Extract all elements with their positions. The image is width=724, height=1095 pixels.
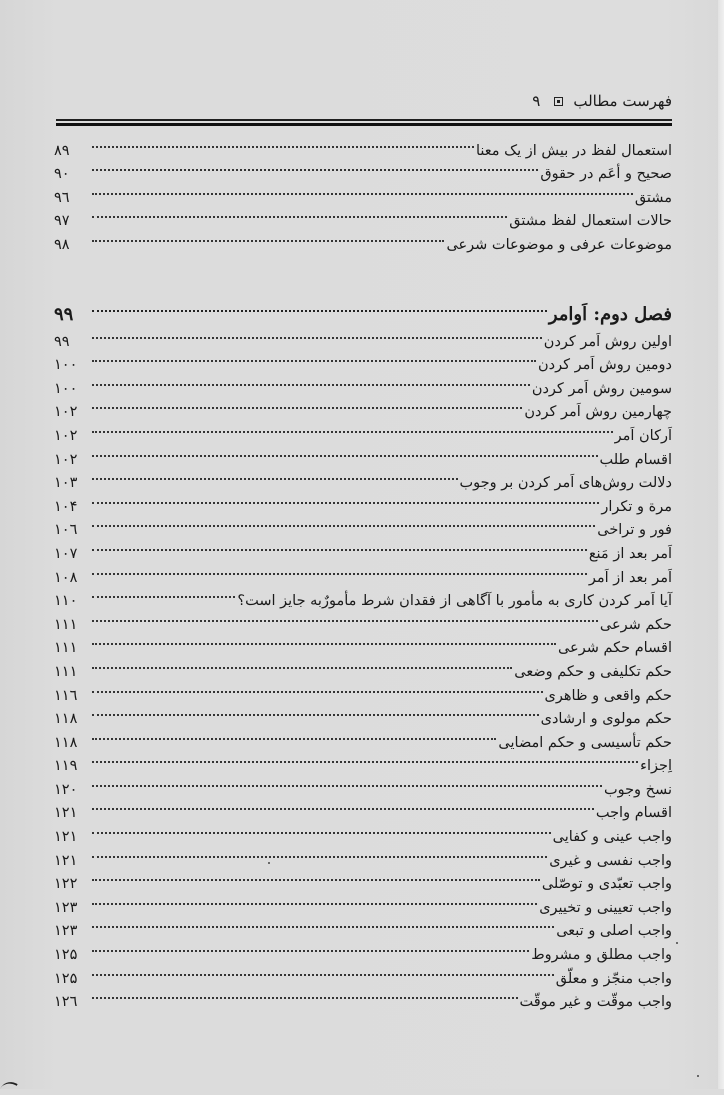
toc-entry-page: ۱۲۱ xyxy=(54,829,78,846)
toc-entry-title: حکم تکلیفی و حکم وضعی xyxy=(514,663,672,680)
toc-entry-title: واجب عینی و کفایی xyxy=(552,829,672,846)
toc-entry[interactable] xyxy=(54,464,672,492)
dot-leader xyxy=(92,393,522,417)
toc-entry[interactable] xyxy=(54,534,672,562)
toc-entry[interactable] xyxy=(54,440,672,468)
toc-entry-title: اولین روش اَمر کردن xyxy=(543,333,672,350)
toc-entry-page: ۱۰۲ xyxy=(54,404,78,421)
dot-leader xyxy=(92,865,540,889)
toc-entry-title: حالات استعمال لفظ مشتق xyxy=(509,213,672,230)
dot-leader xyxy=(92,605,598,629)
toc-entry-page: ۱۰۲ xyxy=(54,427,78,444)
rule-thin-line xyxy=(56,119,672,121)
toc-chapter-entries xyxy=(54,322,672,1011)
chapter-heading[interactable] xyxy=(54,292,672,325)
toc-entry-title: واجب تعیینی و تخییری xyxy=(539,899,672,916)
toc-entry-page: ۱۰۲ xyxy=(54,451,78,468)
toc-entry[interactable] xyxy=(54,131,672,159)
toc-entry-title: واجب مطلق و مشروط xyxy=(531,947,672,964)
toc-entry-title: اِجزاء xyxy=(640,758,672,775)
toc-entry[interactable] xyxy=(54,322,672,350)
toc-entry-title: واجب نفسی و غیری xyxy=(549,852,672,869)
toc-entry-page: ۹٦ xyxy=(54,189,70,206)
toc-entry[interactable] xyxy=(54,202,672,230)
paper-speck xyxy=(697,1075,699,1077)
toc-entry-title: حکم مولوی و ارشادی xyxy=(540,711,672,728)
dot-leader xyxy=(92,202,507,226)
toc-entry-title: اقسام طلب xyxy=(599,451,672,468)
toc-entry-page: ۱۲۰ xyxy=(54,781,78,798)
toc-entry-title: حکم تأسیسی و حکم امضایی xyxy=(498,734,672,751)
toc-entry-title: اَمر بعد از مَنع xyxy=(588,545,672,562)
toc-chapter xyxy=(54,292,672,325)
toc-entry-page: ۱۰۰ xyxy=(54,357,78,374)
dot-leader xyxy=(92,841,547,865)
dot-leader xyxy=(92,794,594,818)
dot-leader xyxy=(92,817,551,841)
toc-entry-title: نسخ وجوب xyxy=(603,781,672,798)
toc-section-continued xyxy=(54,131,672,253)
dot-leader xyxy=(92,652,512,676)
dot-leader xyxy=(92,935,529,959)
toc-entry-page: ۱۱۸ xyxy=(54,711,78,728)
page-edge xyxy=(718,0,724,1089)
dot-leader xyxy=(92,511,595,535)
toc-entry-page: ۱۱۰ xyxy=(54,593,78,610)
toc-entry-title: آیا اَمر کردن کاری به مأمور با آگاهی از فقدان شرط مأمورٌبه جایز است؟ xyxy=(237,593,672,610)
toc-entry-page: ۱۰۷ xyxy=(54,545,78,562)
toc-entry-title: حکم شرعی xyxy=(599,616,672,633)
dot-leader xyxy=(92,464,458,488)
toc-entry-title: اَرکان اَمر xyxy=(614,427,672,444)
toc-entry-page: ۱۲۳ xyxy=(54,899,78,916)
toc-entry-title: مشتق xyxy=(634,189,672,206)
toc-entry-page: ۱۰٦ xyxy=(54,522,78,539)
dot-leader xyxy=(92,369,530,393)
toc-entry-title: حکم واقعی و ظاهری xyxy=(544,687,672,704)
paper-speck xyxy=(268,862,270,864)
dot-leader xyxy=(92,558,587,582)
toc-entry-title: دومین روش اَمر کردن xyxy=(538,357,672,374)
dot-leader xyxy=(92,487,599,511)
toc-entry[interactable] xyxy=(54,629,672,657)
toc-entry-page: ۱۱۹ xyxy=(54,758,78,775)
dot-leader xyxy=(92,770,602,794)
toc-entry-page: ۱۰۰ xyxy=(54,380,78,397)
toc-entry-title: واجب منجّز و معلّق xyxy=(555,970,672,987)
toc-entry-page: ۱۰۸ xyxy=(54,569,78,586)
toc-entry-title: اقسام حکم شرعی xyxy=(557,640,672,657)
toc-entry-page: ۱۱٦ xyxy=(54,687,78,704)
toc-entry[interactable] xyxy=(54,416,672,444)
toc-entry-title: فور و تراخی xyxy=(597,522,672,539)
toc-entry-title: اقسام واجب xyxy=(595,805,672,822)
dot-leader xyxy=(92,534,587,558)
dot-leader xyxy=(92,582,235,606)
dot-leader xyxy=(92,747,638,771)
toc-entry[interactable] xyxy=(54,794,672,822)
toc-entry[interactable] xyxy=(54,558,672,586)
page-corner-mark xyxy=(0,1078,18,1095)
toc-entry-page: ۱۲٦ xyxy=(54,994,78,1011)
square-ornament-icon xyxy=(554,97,563,106)
running-header xyxy=(40,88,672,114)
chapter-page: ۹۹ xyxy=(54,304,74,325)
dot-leader xyxy=(92,155,538,179)
toc-entry-page: ۹۹ xyxy=(54,333,70,350)
toc-entry[interactable] xyxy=(54,770,672,798)
dot-leader xyxy=(92,888,537,912)
toc-entry-title: صحیح و أعَم در حقوق xyxy=(540,166,672,183)
dot-leader xyxy=(92,983,518,1007)
toc-entry-page: ۹۰ xyxy=(54,166,70,183)
dot-leader xyxy=(92,131,474,155)
toc-entry-title: اَمر بعد از اَمر xyxy=(588,569,672,586)
toc-entry[interactable] xyxy=(54,747,672,775)
dot-leader xyxy=(92,723,496,747)
dot-leader xyxy=(92,676,543,700)
dot-leader xyxy=(92,292,547,320)
toc-entry-title: مرة و تکرار xyxy=(601,498,672,515)
toc-entry-page: ۸۹ xyxy=(54,142,70,159)
toc-entry-page: ۱۲۳ xyxy=(54,923,78,940)
toc-entry-title: واجب اصلی و تبعی xyxy=(556,923,672,940)
dot-leader xyxy=(92,178,633,202)
toc-entry-page: ۱۱۸ xyxy=(54,734,78,751)
toc-entry[interactable] xyxy=(54,487,672,515)
dot-leader xyxy=(92,440,598,464)
header-double-rule xyxy=(56,119,672,126)
toc-entry[interactable] xyxy=(54,511,672,539)
toc-entry-page: ۱۲۵ xyxy=(54,970,78,987)
toc-entry-title: دلالت روش‌های اَمر کردن بر وجوب xyxy=(459,475,672,492)
rule-thick-line xyxy=(56,123,672,126)
toc-entry-page: ۱۰۳ xyxy=(54,475,78,492)
toc-entry-page: ۹۸ xyxy=(54,236,70,253)
toc-entry-page: ۱۲۵ xyxy=(54,947,78,964)
dot-leader xyxy=(92,700,539,724)
dot-leader xyxy=(92,322,542,346)
dot-leader xyxy=(92,346,536,370)
toc-entry[interactable] xyxy=(54,605,672,633)
toc-entry-page: ۱۲۲ xyxy=(54,876,78,893)
toc-entry-page: ۱۱۱ xyxy=(54,640,78,657)
dot-leader xyxy=(92,912,554,936)
dot-leader xyxy=(92,629,556,653)
toc-entry-page: ۹۷ xyxy=(54,213,70,230)
dot-leader xyxy=(92,225,444,249)
toc-entry-title: استعمال لفظ در بیش از یک معنا xyxy=(475,142,672,159)
toc-entry-page: ۱۲۱ xyxy=(54,805,78,822)
toc-entry-page: ۱۱۱ xyxy=(54,616,78,633)
toc-entry[interactable] xyxy=(54,582,672,610)
toc-entry-page: ۱۲۱ xyxy=(54,852,78,869)
toc-entry[interactable] xyxy=(54,817,672,846)
toc-entry[interactable] xyxy=(54,178,672,206)
dot-leader xyxy=(92,416,613,440)
page-number: ۹ xyxy=(532,92,541,110)
toc-entry-title: موضوعات عرفی و موضوعات شرعی xyxy=(446,236,672,253)
toc-entry-title: سومین روش اَمر کردن xyxy=(531,380,672,397)
toc-entry-title: واجب تعبّدی و توصّلی xyxy=(541,876,672,893)
running-title: فهرست مطالب xyxy=(573,92,672,110)
dot-leader xyxy=(92,959,554,983)
toc-entry-title: چهارمین روش اَمر کردن xyxy=(524,404,672,421)
paper-speck xyxy=(676,942,678,944)
toc-entry-title: واجب موقّت و غیر موقّت xyxy=(519,994,672,1011)
toc-entry-page: ۱۱۱ xyxy=(54,663,78,680)
toc-entry-page: ۱۰۴ xyxy=(54,498,78,515)
chapter-title: فصل دوم: اَوامر xyxy=(548,304,672,325)
